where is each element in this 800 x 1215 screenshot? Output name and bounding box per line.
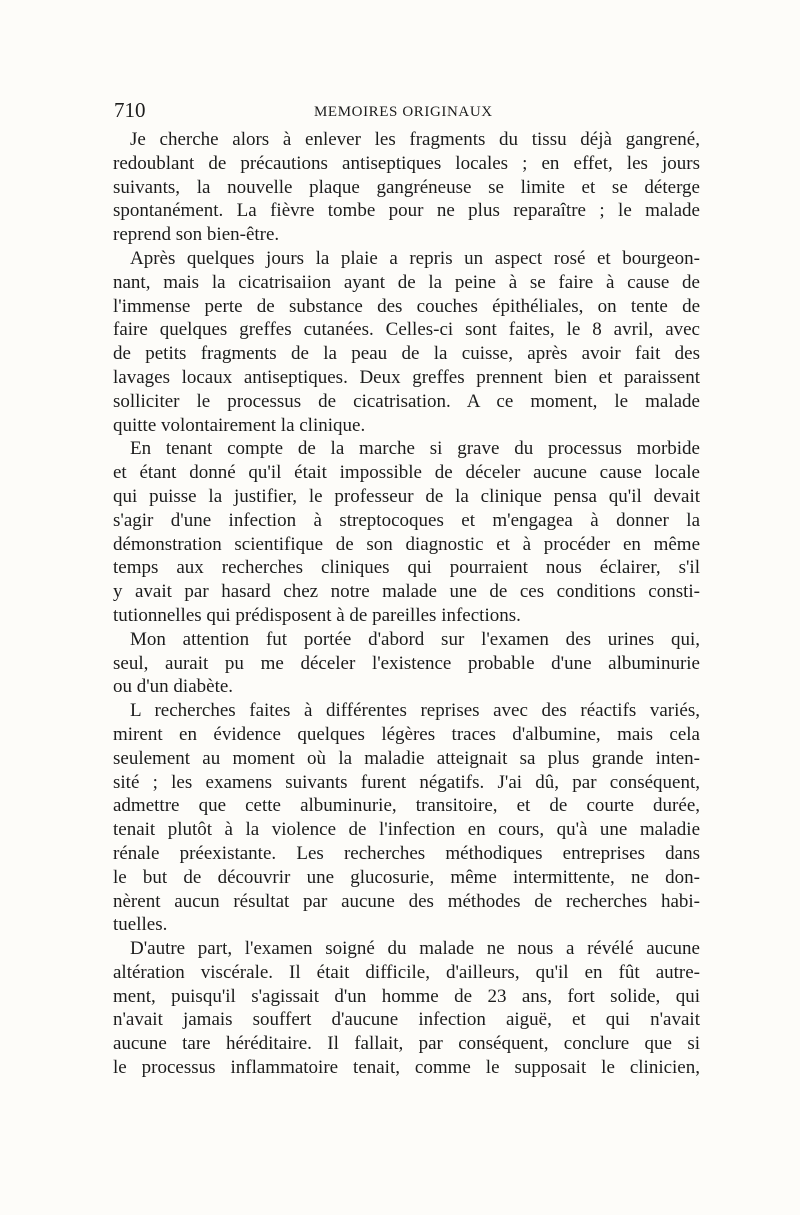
text-line: L recherches faites à différentes reprises avec des réactifs variés, — [130, 700, 700, 722]
text-line: et étant donné qu'il était impossible de déceler aucune cause locale — [113, 462, 700, 484]
text-line: aucune tare héréditaire. Il fallait, par conséquent, conclure que si — [113, 1033, 700, 1055]
text-line: le but de découvrir une glucosurie, même intermittente, ne don- — [113, 866, 700, 888]
text-line: seul, aurait pu me déceler l'existence probable d'une albuminurie — [113, 652, 700, 674]
paragraph — [113, 128, 700, 247]
paragraph — [113, 437, 700, 627]
running-head: MEMOIRES ORIGINAUX — [314, 104, 493, 120]
text-line: D'autre part, l'examen soigné du malade ne nous a révélé aucune — [130, 938, 700, 960]
text-line: ou d'un diabète. — [113, 676, 234, 698]
text-line: sité ; les examens suivants furent négatifs. J'ai dû, par conséquent, — [113, 771, 700, 793]
text-line: admettre que cette albuminurie, transitoire, et de courte durée, — [113, 795, 700, 817]
text-line: y avait par hasard chez notre malade une de ces conditions consti- — [113, 581, 700, 603]
text-line: Je cherche alors à enlever les fragments du tissu déjà gangrené, — [130, 129, 700, 150]
text-line: temps aux recherches cliniques qui pourraient nous éclairer, s'il — [113, 557, 700, 579]
page-header — [114, 96, 700, 126]
text-line: l'immense perte de substance des couches épithéliales, on tente de — [113, 295, 700, 317]
text-line: nèrent aucun résultat par aucune des méthodes de recherches habi- — [113, 890, 700, 912]
text-line: suivants, la nouvelle plaque gangréneuse se limite et se déterge — [113, 176, 700, 198]
text-line: quitte volontairement la clinique. — [113, 414, 366, 436]
text-line: qui puisse la justifier, le professeur de la clinique pensa qu'il devait — [113, 485, 700, 507]
text-line: faire quelques greffes cutanées. Celles-ci sont faites, le 8 avril, avec — [113, 319, 700, 341]
paragraph — [113, 628, 700, 699]
text-line: nant, mais la cicatrisaiion ayant de la peine à se faire à cause de — [113, 271, 700, 293]
text-line: le processus inflammatoire tenait, comme le supposait le clinicien, — [113, 1057, 700, 1079]
text-line: s'agir d'une infection à streptocoques et m'engagea à donner la — [113, 509, 700, 531]
text-line: Après quelques jours la plaie a repris un aspect rosé et bourgeon- — [130, 247, 700, 269]
page-number: 710 — [114, 98, 146, 122]
text-line: En tenant compte de la marche si grave du processus morbide — [130, 438, 700, 460]
text-line: solliciter le processus de cicatrisation. A ce moment, le malade — [113, 390, 700, 412]
text-line: ment, puisqu'il s'agissait d'un homme de 23 ans, fort solide, qui — [113, 985, 700, 1007]
text-line: tutionnelles qui prédisposent à de pareilles infections. — [113, 604, 521, 626]
text-line: tenait plutôt à la violence de l'infection en cours, qu'à une maladie — [113, 819, 700, 841]
text-line: démonstration scientifique de son diagnostic et à procéder en même — [113, 533, 700, 555]
text-line: mirent en évidence quelques légères traces d'albumine, mais cela — [113, 723, 700, 745]
paragraph — [113, 247, 700, 437]
text-line: rénale préexistante. Les recherches méthodiques entreprises dans — [113, 842, 700, 864]
text-line: Mon attention fut portée d'abord sur l'examen des urines qui, — [130, 628, 700, 650]
text-line: de petits fragments de la peau de la cuisse, après avoir fait des — [113, 343, 700, 365]
text-line: reprend son bien-être. — [113, 224, 280, 246]
text-line: tuelles. — [113, 914, 168, 936]
text-line: lavages locaux antiseptiques. Deux greffes prennent bien et paraissent — [113, 366, 700, 388]
body-text — [113, 128, 700, 1080]
paragraph — [113, 937, 700, 1080]
paragraph — [113, 699, 700, 937]
text-line: redoublant de précautions antiseptiques locales ; en effet, les jours — [113, 152, 700, 174]
text-line: spontanément. La fièvre tombe pour ne plus reparaître ; le malade — [113, 200, 700, 222]
text-line: n'avait jamais souffert d'aucune infection aiguë, et qui n'avait — [113, 1009, 700, 1031]
text-line: seulement au moment où la maladie atteignait sa plus grande inten- — [113, 747, 700, 769]
text-line: altération viscérale. Il était difficile, d'ailleurs, qu'il en fût autre- — [113, 961, 700, 983]
